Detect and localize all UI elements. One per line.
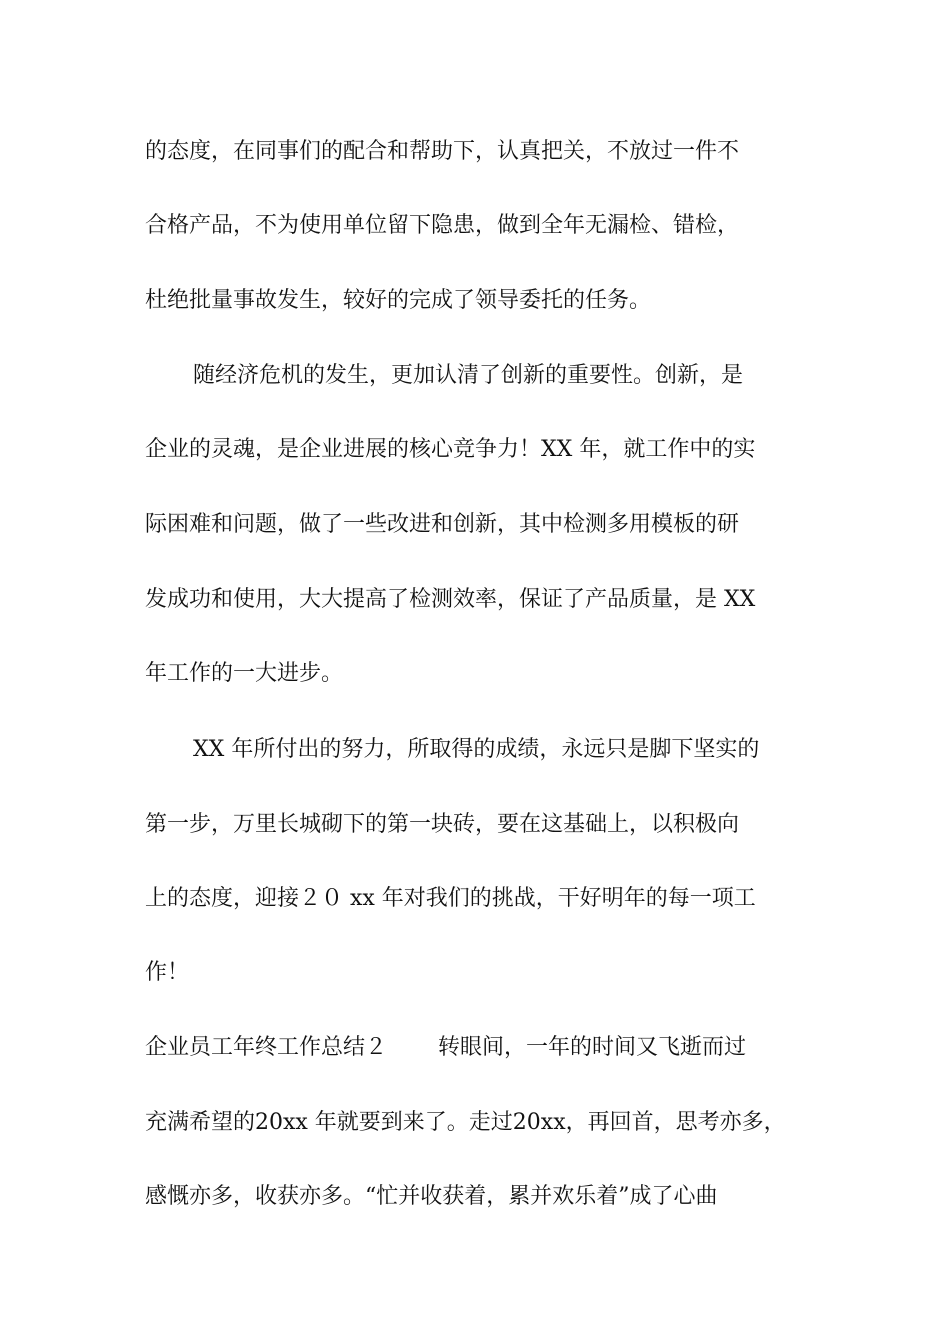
text-line-content: 的态度，在同事们的配合和帮助下，认真把关，不放过一件不 (145, 139, 740, 164)
text-line-content: 第一步，万里长城砌下的第一块砖，要在这基础上，以积极向 (145, 812, 740, 837)
text-line-content: 发成功和使用，大大提高了检测效率，保证了产品质量，是 XX (145, 587, 756, 612)
text-line (0, 430, 950, 470)
text-line-content: 感慨亦多，收获亦多。“忙并收获着，累并欢乐着”成了心曲 (145, 1184, 718, 1209)
text-line (0, 1103, 950, 1143)
text-line-content: 合格产品，不为使用单位留下隐患，做到全年无漏检、错检， (145, 213, 740, 238)
text-line (0, 132, 950, 172)
text-line (0, 206, 950, 246)
text-line-content: 杜绝批量事故发生，较好的完成了领导委托的任务。 (145, 288, 652, 313)
text-line-content: 企业的灵魂，是企业进展的核心竞争力！XX 年，就工作中的实 (145, 437, 756, 462)
text-line (0, 505, 950, 545)
text-line-content: 作！ (145, 960, 190, 985)
paragraph-start-line (0, 730, 950, 770)
text-line-content: 年工作的一大进步。 (145, 661, 344, 686)
text-line (0, 953, 950, 993)
text-line-content: 企业员工年终工作总结２ 转眼间，一年的时间又飞逝而过 (145, 1035, 746, 1060)
text-line-content: 际困难和问题，做了一些改进和创新，其中检测多用模板的研 (145, 512, 740, 537)
text-line (0, 1177, 950, 1217)
text-line (0, 654, 950, 694)
text-line (0, 580, 950, 620)
text-line (0, 805, 950, 845)
text-line-content: XX 年所付出的努力，所取得的成绩，永远只是脚下坚实的 (193, 737, 760, 762)
text-line (0, 281, 950, 321)
text-line-content: 充满希望的20xx 年就要到来了。走过20xx，再回首，思考亦多， (145, 1110, 786, 1135)
text-line (0, 879, 950, 919)
paragraph-start-line (0, 356, 950, 396)
section-title-line (0, 1028, 950, 1068)
text-line-content: 上的态度，迎接２０ xx 年对我们的挑战，干好明年的每一项工 (145, 886, 756, 911)
text-line-content: 随经济危机的发生，更加认清了创新的重要性。创新，是 (193, 363, 744, 388)
